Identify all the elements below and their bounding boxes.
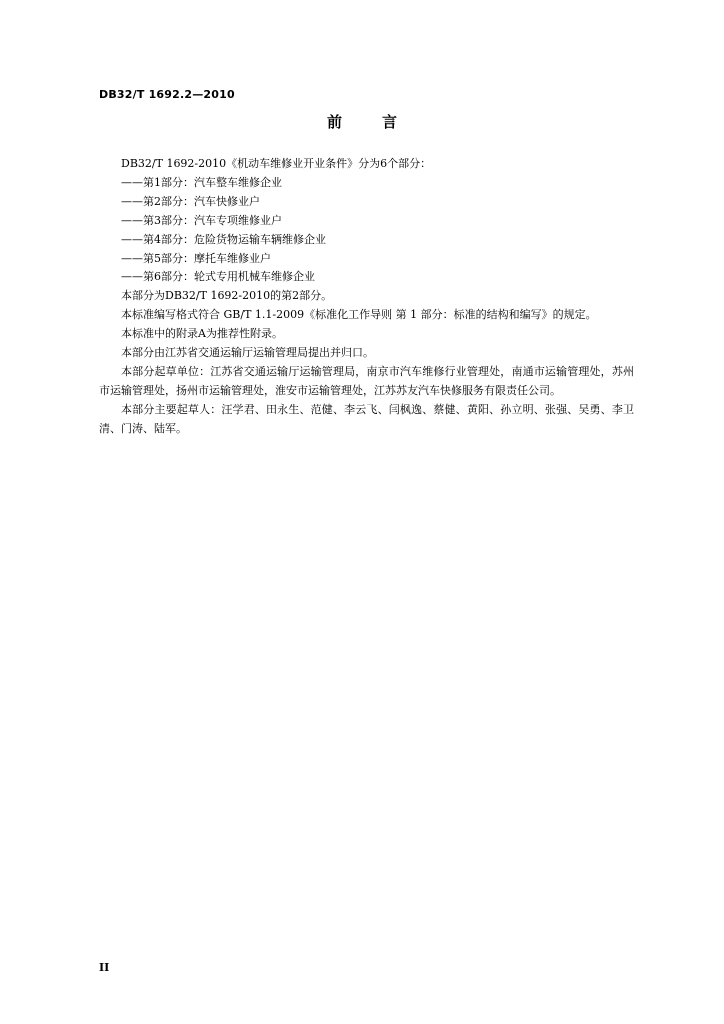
format-statement: 本标准编写格式符合 GB/T 1.1-2009《标准化工作导则 第 1 部分：标准的结构和编写》的规定。 — [121, 308, 597, 322]
title-char-1: 前 — [326, 113, 342, 131]
list-item: ——第3部分：汽车专项维修业户 — [121, 213, 282, 227]
foreword-body — [99, 155, 634, 439]
standard-code: DB32/T 1692.2—2010 — [99, 88, 235, 101]
drafting-units: 本部分起草单位：江苏省交通运输厅运输管理局，南京市汽车维修行业管理处，南通市运输管理处，苏州市运输管理处，扬州市运输管理处，淮安市运输管理处，江苏苏友汽车快修服务有限责任公司。 — [99, 364, 634, 397]
list-item: ——第2部分：汽车快修业户 — [121, 194, 260, 208]
appendix-statement: 本标准中的附录A为推荐性附录。 — [121, 327, 283, 341]
list-item: ——第6部分：轮式专用机械车维修企业 — [121, 270, 315, 284]
page-number: II — [99, 961, 110, 974]
part-statement: 本部分为DB32/T 1692-2010的第2部分。 — [121, 289, 333, 303]
drafters: 本部分主要起草人：汪学君、田永生、范健、李云飞、闫枫逸、蔡健、黄阳、孙立明、张强、吴勇、李卫清、门涛、陆军。 — [99, 402, 634, 435]
intro-paragraph: DB32/T 1692-2010《机动车维修业开业条件》分为6个部分： — [121, 157, 432, 170]
list-item: ——第1部分：汽车整车维修企业 — [121, 175, 282, 189]
list-item: ——第5部分：摩托车维修业户 — [121, 251, 271, 265]
title-char-2: 言 — [382, 113, 398, 131]
parts-list — [99, 174, 634, 287]
page-title — [0, 111, 724, 132]
list-item: ——第4部分：危险货物运输车辆维修企业 — [121, 232, 326, 246]
proposer-statement: 本部分由江苏省交通运输厅运输管理局提出并归口。 — [121, 346, 374, 360]
